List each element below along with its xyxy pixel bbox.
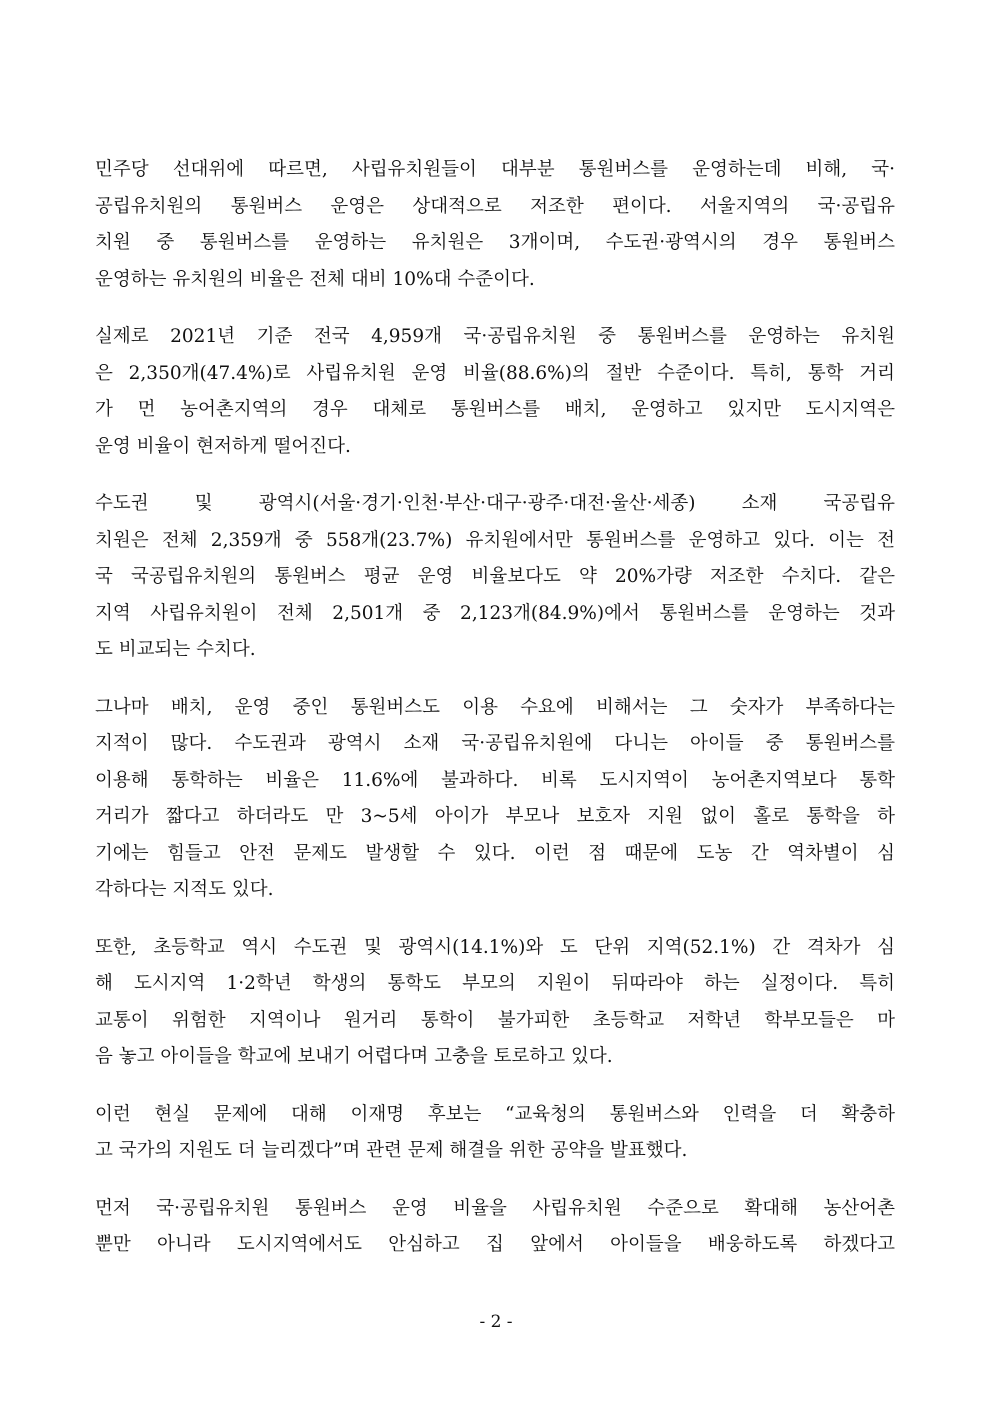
paragraph-4	[95, 690, 895, 909]
text-line: 지역 사립유치원이 전체 2,501개 중 2,123개(84.9%)에서 통원버스를 운영하는 것과	[95, 602, 895, 624]
text-line: 공립유치원의 통원버스 운영은 상대적으로 저조한 편이다. 서울지역의 국·공립유	[95, 195, 895, 217]
text-line: 가 먼 농어촌지역의 경우 대체로 통원버스를 배치, 운영하고 있지만 도시지역은	[95, 399, 895, 420]
text-line: 이런 현실 문제에 대해 이재명 후보는 “교육청의 통원버스와 인력을 더 확충하	[95, 1103, 895, 1125]
text-line: 민주당 선대위에 따르면, 사립유치원들이 대부분 통원버스를 운영하는데 비해, 국·	[95, 159, 895, 180]
page-number: - 2 -	[479, 1312, 513, 1332]
text-line: 치원은 전체 2,359개 중 558개(23.7%) 유치원에서만 통원버스를 운영하고 있다. 이는 전	[95, 529, 895, 551]
paragraph-2	[95, 319, 895, 465]
text-line: 운영하는 유치원의 비율은 전체 대비 10%대 수준이다.	[95, 268, 535, 290]
text-line: 은 2,350개(47.4%)로 사립유치원 운영 비율(88.6%)의 절반 수준이다. 특히, 통학 거리	[95, 362, 895, 384]
text-line: 교통이 위험한 지역이나 원거리 통학이 불가피한 초등학교 저학년 학부모들은 마	[95, 1009, 895, 1031]
text-line: 도 비교되는 수치다.	[95, 639, 256, 660]
text-line: 또한, 초등학교 역시 수도권 및 광역시(14.1%)와 도 단위 지역(52.1%) 간 격차가 심	[95, 936, 895, 958]
text-line: 수도권 및 광역시(서울·경기·인천·부산·대구·광주·대전·울산·세종) 소재 국공립유	[95, 493, 895, 514]
paragraph-6	[95, 1097, 895, 1170]
paragraph-1	[95, 152, 895, 298]
text-line: 국 국공립유치원의 통원버스 평균 운영 비율보다도 약 20%가량 저조한 수치다. 같은	[95, 566, 895, 587]
text-line: 해 도시지역 1·2학년 학생의 통학도 부모의 지원이 뒤따라야 하는 실정이다. 특히	[95, 973, 895, 994]
text-line: 운영 비율이 현저하게 떨어진다.	[95, 435, 351, 457]
paragraph-7	[95, 1191, 895, 1264]
text-line: 치원 중 통원버스를 운영하는 유치원은 3개이며, 수도권·광역시의 경우 통원버스	[95, 232, 895, 253]
paragraph-5	[95, 930, 895, 1076]
text-line: 기에는 힘들고 안전 문제도 발생할 수 있다. 이런 점 때문에 도농 간 역차별이 심	[95, 842, 895, 864]
text-line: 실제로 2021년 기준 전국 4,959개 국·공립유치원 중 통원버스를 운영하는 유치원	[95, 326, 895, 347]
text-line: 먼저 국·공립유치원 통원버스 운영 비율을 사립유치원 수준으로 확대해 농산어촌	[95, 1197, 895, 1219]
paragraph-3	[95, 486, 895, 669]
text-line: 그나마 배치, 운영 중인 통원버스도 이용 수요에 비해서는 그 숫자가 부족하다는	[95, 696, 895, 718]
text-line: 뿐만 아니라 도시지역에서도 안심하고 집 앞에서 아이들을 배웅하도록 하겠다고	[95, 1234, 895, 1255]
text-line: 지적이 많다. 수도권과 광역시 소재 국·공립유치원에 다니는 아이들 중 통원버스를	[95, 733, 895, 754]
text-line: 고 국가의 지원도 더 늘리겠다”며 관련 문제 해결을 위한 공약을 발표했다.	[95, 1140, 688, 1161]
text-line: 이용해 통학하는 비율은 11.6%에 불과하다. 비록 도시지역이 농어촌지역보다 통학	[95, 769, 895, 791]
text-line: 음 놓고 아이들을 학교에 보내기 어렵다며 고충을 토로하고 있다.	[95, 1046, 613, 1067]
text-line: 각하다는 지적도 있다.	[95, 879, 274, 900]
document-body	[95, 152, 895, 1285]
text-line: 거리가 짧다고 하더라도 만 3~5세 아이가 부모나 보호자 지원 없이 홀로 통학을 하	[95, 806, 895, 827]
